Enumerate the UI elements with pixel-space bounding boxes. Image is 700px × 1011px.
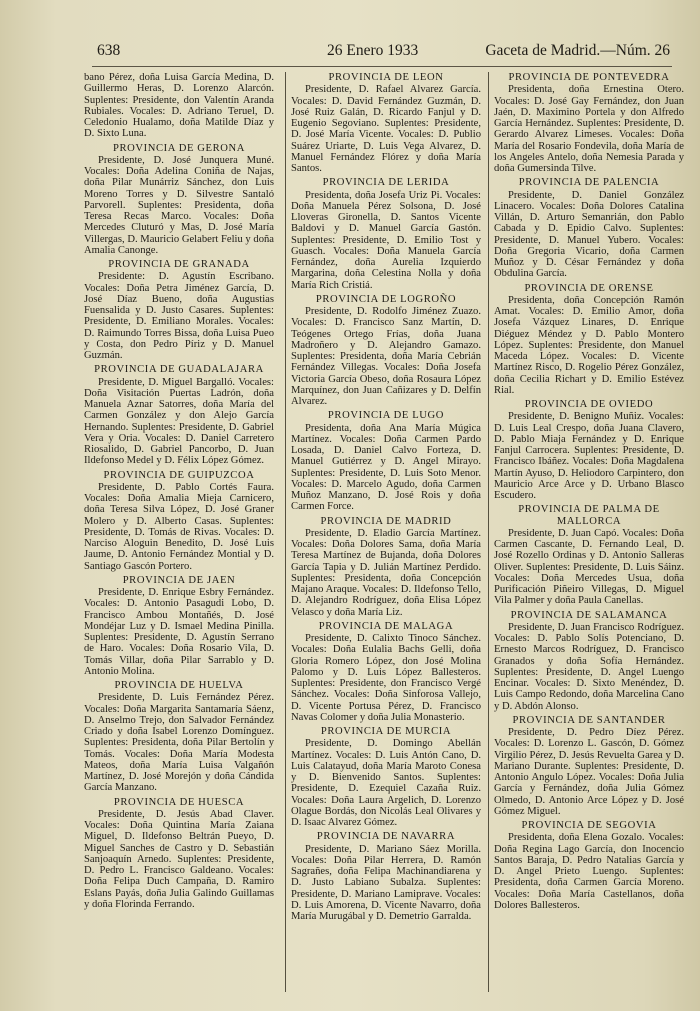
province-heading: PROVINCIA DE NAVARRA <box>316 831 456 843</box>
text-column-2 <box>291 72 481 997</box>
province-appointments-text: Presidente, D. Eladio García Martínez. Vocales: Doña Dolores Sama, doña María Teresa Martínez de Bujanda, doña Dolores García Tapia y D. Julián Martínez Perdido. Suplentes: Presidenta, doña Concepción Majano Araque. Vocales: D. Ildefonso Tello, D. Alejandro Rodríguez, doña Elisa López Velasco y doña María Liz. <box>291 527 481 618</box>
province-appointments-text: Presidente, D. José Junquera Muné. Vocales: Doña Adelina Coniña de Najas, doña Pilar Munárriz Sánchez, don Luis Moreno Torres y D. Silvestre Santaló Parvorell. Suplentes: Presidenta, doña Teresa Recas Marco. Vocales: Doña Mercedes Cluturó y Mas, D. José María Villergas, D. Mauricio Gelabert Feliu y doña Amalia Canonge. <box>84 154 274 256</box>
province-section <box>494 715 684 817</box>
province-appointments-text: Presidente, D. Daniel González Linacero. Vocales: Doña Dolores Catalina Villán, D. Arturo Semanrián, don Pablo Cabada y D. Epidio Calvo. Suplentes: Presidente, D. Manuel Yubero. Vocales: Doña Gregoria Vicario, doña Carmen Muñoz y D. César Fernández y doña Obdulina García. <box>494 189 684 280</box>
province-heading: PROVINCIA DE HUELVA <box>114 680 244 691</box>
province-heading: PROVINCIA DE LUGO <box>327 410 445 422</box>
province-section <box>84 680 274 794</box>
province-heading: PROVINCIA DE MURCIA <box>320 726 452 737</box>
province-appointments-text: Presidente, D. Pedro Díez Pérez. Vocales: D. Lorenzo L. Gascón, D. Gómez Virgilio Pérez, D. Jesús Revuelta Garea y D. Mariano Durante. Suplentes: Presidente, D. Antonio Angulo López. Vocales: Doña Julia García y Fernández, doña Julia Gómez Olmedo, D. Antonio Arce López y D. José Gómez Miguel. <box>494 727 684 817</box>
province-section <box>84 364 274 466</box>
province-heading: PROVINCIA DE PONTEVEDRA <box>508 72 670 83</box>
publication-title: Gaceta de Madrid.—Núm. 26 <box>485 42 670 59</box>
province-heading: PROVINCIA DE LERIDA <box>322 177 450 189</box>
province-section <box>494 177 684 279</box>
province-appointments-text: Presidenta, doña Concepción Ramón Amat. Vocales: D. Emilio Amor, doña Josefa Vázquez Linares, D. Enrique Diéguez Méndez y D. Pablo Montero López. Suplentes: Presidente, don Manuel Maceda López. Vocales: D. Vicente Martínez Risco, D. Rogelio Pérez González, doña Cecilia Richart y D. Emilio Estévez Rial. <box>494 294 684 396</box>
province-section <box>494 820 684 911</box>
province-heading: PROVINCIA DE GUIPUZCOA <box>103 469 255 481</box>
province-heading: PROVINCIA DE MADRID <box>320 515 452 527</box>
province-appointments-text: Presidente, D. Benigno Muñiz. Vocales: D. Luis Leal Crespo, doña Juana Clavero, D. Pablo Miaja Fernández y D. Enrique Fanjul Carrocera. Suplentes: Presidente, D. Francisco Ibáñez. Vocales: Doña Magdalena Martín Ayuso, D. Heliodoro Carpintero, don Mauricio Arce Arce y D. Urbano Blasco Escudero. <box>494 411 684 501</box>
text-column-1 <box>84 72 274 997</box>
province-section <box>84 575 274 677</box>
province-appointments-text: Presidenta, doña Ana María Múgica Martínez. Vocales: Doña Carmen Pardo Losada, D. Daniel Calvo Forteza, D. Manuel Gutiérrez y D. Angel Mirayo. Suplentes: Presidente, D. Luis Soto Menor. Vocales: D. Marcelo Agudo, doña Carmen Muñoz Manzano, D. José Rois y doña Carmen Force. <box>291 422 481 513</box>
province-appointments-text: Presidente, D. Pablo Cortés Faura. Vocales: Doña Amalia Mieja Carnicero, doña Teresa Silva López, D. José Graner Molero y D. Alberto Casas. Suplentes: Presidente, D. Tomás de Rivas. Vocales: D. Narciso Aloguin Benedito, D. José Luis Jaume, D. Antonio Fernández Montial y D. Santiago Gascón Portero. <box>84 481 274 572</box>
province-appointments-text: Presidente, D. Calixto Tinoco Sánchez. Vocales: Doña Eulalia Bachs Gelli, doña Gloria Romero López, don José Molina Palomo y D. Luis López Ballesteros. Suplentes: Presidente, don Francisco Vergé Sánchez. Vocales: Doña Sinforosa Vallejo, D. Vicente Portusa Pérez, D. Francisco Navas Colomer y doña Julia Monasterio. <box>291 633 481 723</box>
province-section <box>291 177 481 291</box>
column-divider <box>285 72 286 992</box>
province-appointments-text: Presidente, D. Jesús Abad Claver. Vocales: Doña Quintina María Zaiana Miguel, D. Ildefonso Beltrán Pueyo, D. Miguel Sanches de Castro y D. Sebastián Sanjoaquín Arnedo. Suplentes: Presidente, D. Pedro L. Francisco Galdeano. Vocales: Doña Felipa Duch Campaña, D. Ramiro Eslans Payás, doña Julia Galindo Guillamas y doña Florinda Ferrando. <box>84 808 274 910</box>
province-section <box>494 504 684 606</box>
province-section <box>494 283 684 397</box>
province-heading: PROVINCIA DE OVIEDO <box>524 399 654 410</box>
province-section <box>84 470 274 572</box>
province-heading: PROVINCIA DE PALMA DE MALLORCA <box>518 504 660 527</box>
province-appointments-text: Presidente, D. Mariano Sáez Morilla. Vocales: Doña Pilar Herrera, D. Ramón Sagrañes, doña Felipa Machinandiarena y D. Justo Labiano Subalza. Suplentes: Presidente, D. Mariano Lamiprave. Vocales: D. Luis Amorena, D. Vicente Navarro, doña María Murugábal y D. Demetrio Garralda. <box>291 843 481 922</box>
province-heading: PROVINCIA DE SEGOVIA <box>521 820 657 831</box>
province-section <box>494 72 684 174</box>
province-appointments-text: bano Pérez, doña Luisa García Medina, D. Guillermo Heras, D. Lorenzo Alarcón. Suplentes: Presidente, don Valentín Aranda Rubiales. Vocales: D. Adriano Teruel, D. Celedonio Hualamo, doña Matilde Díaz y D. Sixto Luna. <box>84 72 274 140</box>
province-appointments-text: Presidente, D. Juan Francisco Rodríguez. Vocales: D. Pablo Solís Potenciano, D. Ernesto Marcos Rodríguez, D. Francisco Granados y doña Sofía Hernández. Suplentes: Presidente, D. Angel Luengo Encinar. Vocales: D. Sixto Menéndez, D. Luis Campo Redondo, doña Marcelina Cano y D. Abdón Alonso. <box>494 621 684 712</box>
issue-date: 26 Enero 1933 <box>327 42 419 59</box>
province-appointments-text: Presidente, D. Luis Fernández Pérez. Vocales: Doña Margarita Santamaría Sáenz, D. Anselmo Trejo, don Salvador Fernández Criado y doña Isabel Lorenzo Domínguez. Suplentes: Presidenta, doña Pilar Bertolín y Tomás. Vocales: Doña María Modesta Mateos, doña María Luisa Valgañón Martínez, D. José Morejón y doña Cándida García Manzano. <box>84 692 274 794</box>
province-appointments-text: Presidenta, doña Ernestina Otero. Vocales: D. José Gay Fernández, don Juan Jaén, D. Maximino Portela y don Alfredo García Hernández. Suplentes: Presidente, D. Gerardo Alvarez Limeses. Vocales: Doña María del Rosario Fondevila, doña María de los Angeles Antelo, doña Nemesia Parada y doña Gumersinda Tilve. <box>494 84 684 174</box>
province-section <box>84 143 274 257</box>
province-section <box>291 516 481 618</box>
province-section <box>291 621 481 723</box>
province-heading: PROVINCIA DE GUADALAJARA <box>94 364 264 376</box>
province-section <box>291 831 481 922</box>
province-appointments-text: Presidente: D. Agustín Escribano. Vocales: Doña Petra Jiménez García, D. José Díaz Bueno, doña Augustias Fuensalida y D. Justo Casares. Suplentes: Presidente, D. Emiliano Morales. Vocales: D. Raimundo Torres Bissa, doña Luisa Pueo y Costa, don Pedro Píriz y D. Manuel Guzmán. <box>84 271 274 361</box>
province-appointments-text: Presidenta, doña Elena Gozalo. Vocales: Doña Regina Lago García, don Inocencio Santos Baraja, D. Pedro Natalias García y D. Angel Prieto Luengo. Suplentes: Presidenta, doña Carmen García Moreno. Vocales: Doña María Castellanos, doña Dolores Ballesteros. <box>494 832 684 911</box>
province-heading: PROVINCIA DE GERONA <box>112 142 246 154</box>
column-divider <box>488 72 489 992</box>
province-heading: PROVINCIA DE PALENCIA <box>518 177 660 189</box>
province-appointments-text: Presidente, D. Enrique Esbry Fernández. Vocales: D. Antonio Pasagudi Lobo, D. Francisco Ambou Montañés, D. José Mondéjar Luz y D. Ismael Medina Pinilla. Suplentes: Presidente, D. Agustín Serrano de Haro. Vocales: Doña Rosario Vila, D. Tomás Villar, doña Pilar Sarrablo y D. Antonio Molina. <box>84 587 274 677</box>
province-appointments-text: Presidente, D. Juan Capó. Vocales: Doña Carmen Cascante, D. Fernando Leal, D. José Rozello Ordinas y D. Antonio Salleras Oliver. Suplentes: Presidente, D. Luis Sáinz. Vocales: Doña Mercedes Usua, doña Purificación Piñeiro Villegas, D. Miguel Vila Palmer y doña Paula Canellas. <box>494 527 684 607</box>
province-heading: PROVINCIA DE SANTANDER <box>512 714 666 726</box>
province-heading: PROVINCIA DE GRANADA <box>108 259 250 270</box>
page-header <box>92 42 672 67</box>
province-heading: PROVINCIA DE SALAMANCA <box>510 609 668 621</box>
province-heading: PROVINCIA DE LEON <box>328 72 444 83</box>
province-section <box>84 797 274 911</box>
province-heading: PROVINCIA DE JAEN <box>122 574 236 586</box>
province-section <box>291 72 481 174</box>
province-section <box>494 399 684 501</box>
text-column-3 <box>494 72 684 997</box>
province-appointments-text: Presidente, D. Rafael Alvarez García. Vocales: D. David Fernández Guzmán, D. José Ruiz Galán, D. Ricardo Fanjul y D. Eugenio Segoviano. Suplentes: Presidente, D. José María Vicente. Vocales: D. Publio Suárez Uriarte, D. Luis Vega Alvarez, D. Manuel Fernández Flórez y doña María Santos. <box>291 84 481 174</box>
province-heading: PROVINCIA DE HUESCA <box>113 796 245 808</box>
province-heading: PROVINCIA DE MALAGA <box>318 620 454 632</box>
province-section <box>291 294 481 408</box>
province-heading: PROVINCIA DE ORENSE <box>524 282 654 294</box>
province-section <box>84 72 274 140</box>
province-appointments-text: Presidente, D. Rodolfo Jiménez Zuazo. Vocales: D. Francisco Sanz Martín, D. Teógenes Ortego Frías, doña Juana Madroñero y D. Alejandro Gamazo. Suplentes: Presidenta, doña María Cebrián Fernández Villegas. Vocales: Doña Josefa Victoria García Obeso, doña Rosaura López Marquínez, don Juan Cañizares y D. Delfín Alvarez. <box>291 306 481 407</box>
province-section <box>291 726 481 828</box>
province-appointments-text: Presidente, D. Miguel Bargalló. Vocales: Doña Visitación Puertas Ladrón, doña Manuela Aznar Satorres, doña María del Carmen González y don Alejo García Hernando. Suplentes: Presidente, D. Gabriel Vera y Oria. Vocales: D. Daniel Carretero Riosalido, D. Gabriel Pancorbo, D. Juan Ildefonso Medel y D. Félix López Gómez. <box>84 376 274 467</box>
province-section <box>84 259 274 361</box>
province-appointments-text: Presidenta, doña Josefa Uriz Pi. Vocales: Doña Manuela Pérez Solsona, D. José Lloveras Gironella, D. Santos Vicente Baldovi y D. Manuel García Gastón. Suplentes: Presidente, D. Emilio Tost y Guasch. Vocales: Doña Manuela García Fernández, doña Aurelia Izquierdo Margarina, doña Celestina Nolla y doña María Rich Cristiá. <box>291 189 481 291</box>
province-appointments-text: Presidente, D. Domingo Abellán Martínez. Vocales: D. Luis Antón Cano, D. Luis Calatayud, doña María Maroto Conesa y D. Bienvenido Santos. Suplentes: Presidente, D. Ezequiel Cazaña Ruiz. Vocales: Doña Laura Argelich, D. Lorenzo Olague Bordás, don Nicolás Leal Olivares y D. Isaac Alvarez Gómez. <box>291 738 481 828</box>
province-heading: PROVINCIA DE LOGROÑO <box>315 293 457 305</box>
province-section <box>291 410 481 512</box>
page-number: 638 <box>97 42 121 59</box>
province-section <box>494 610 684 712</box>
